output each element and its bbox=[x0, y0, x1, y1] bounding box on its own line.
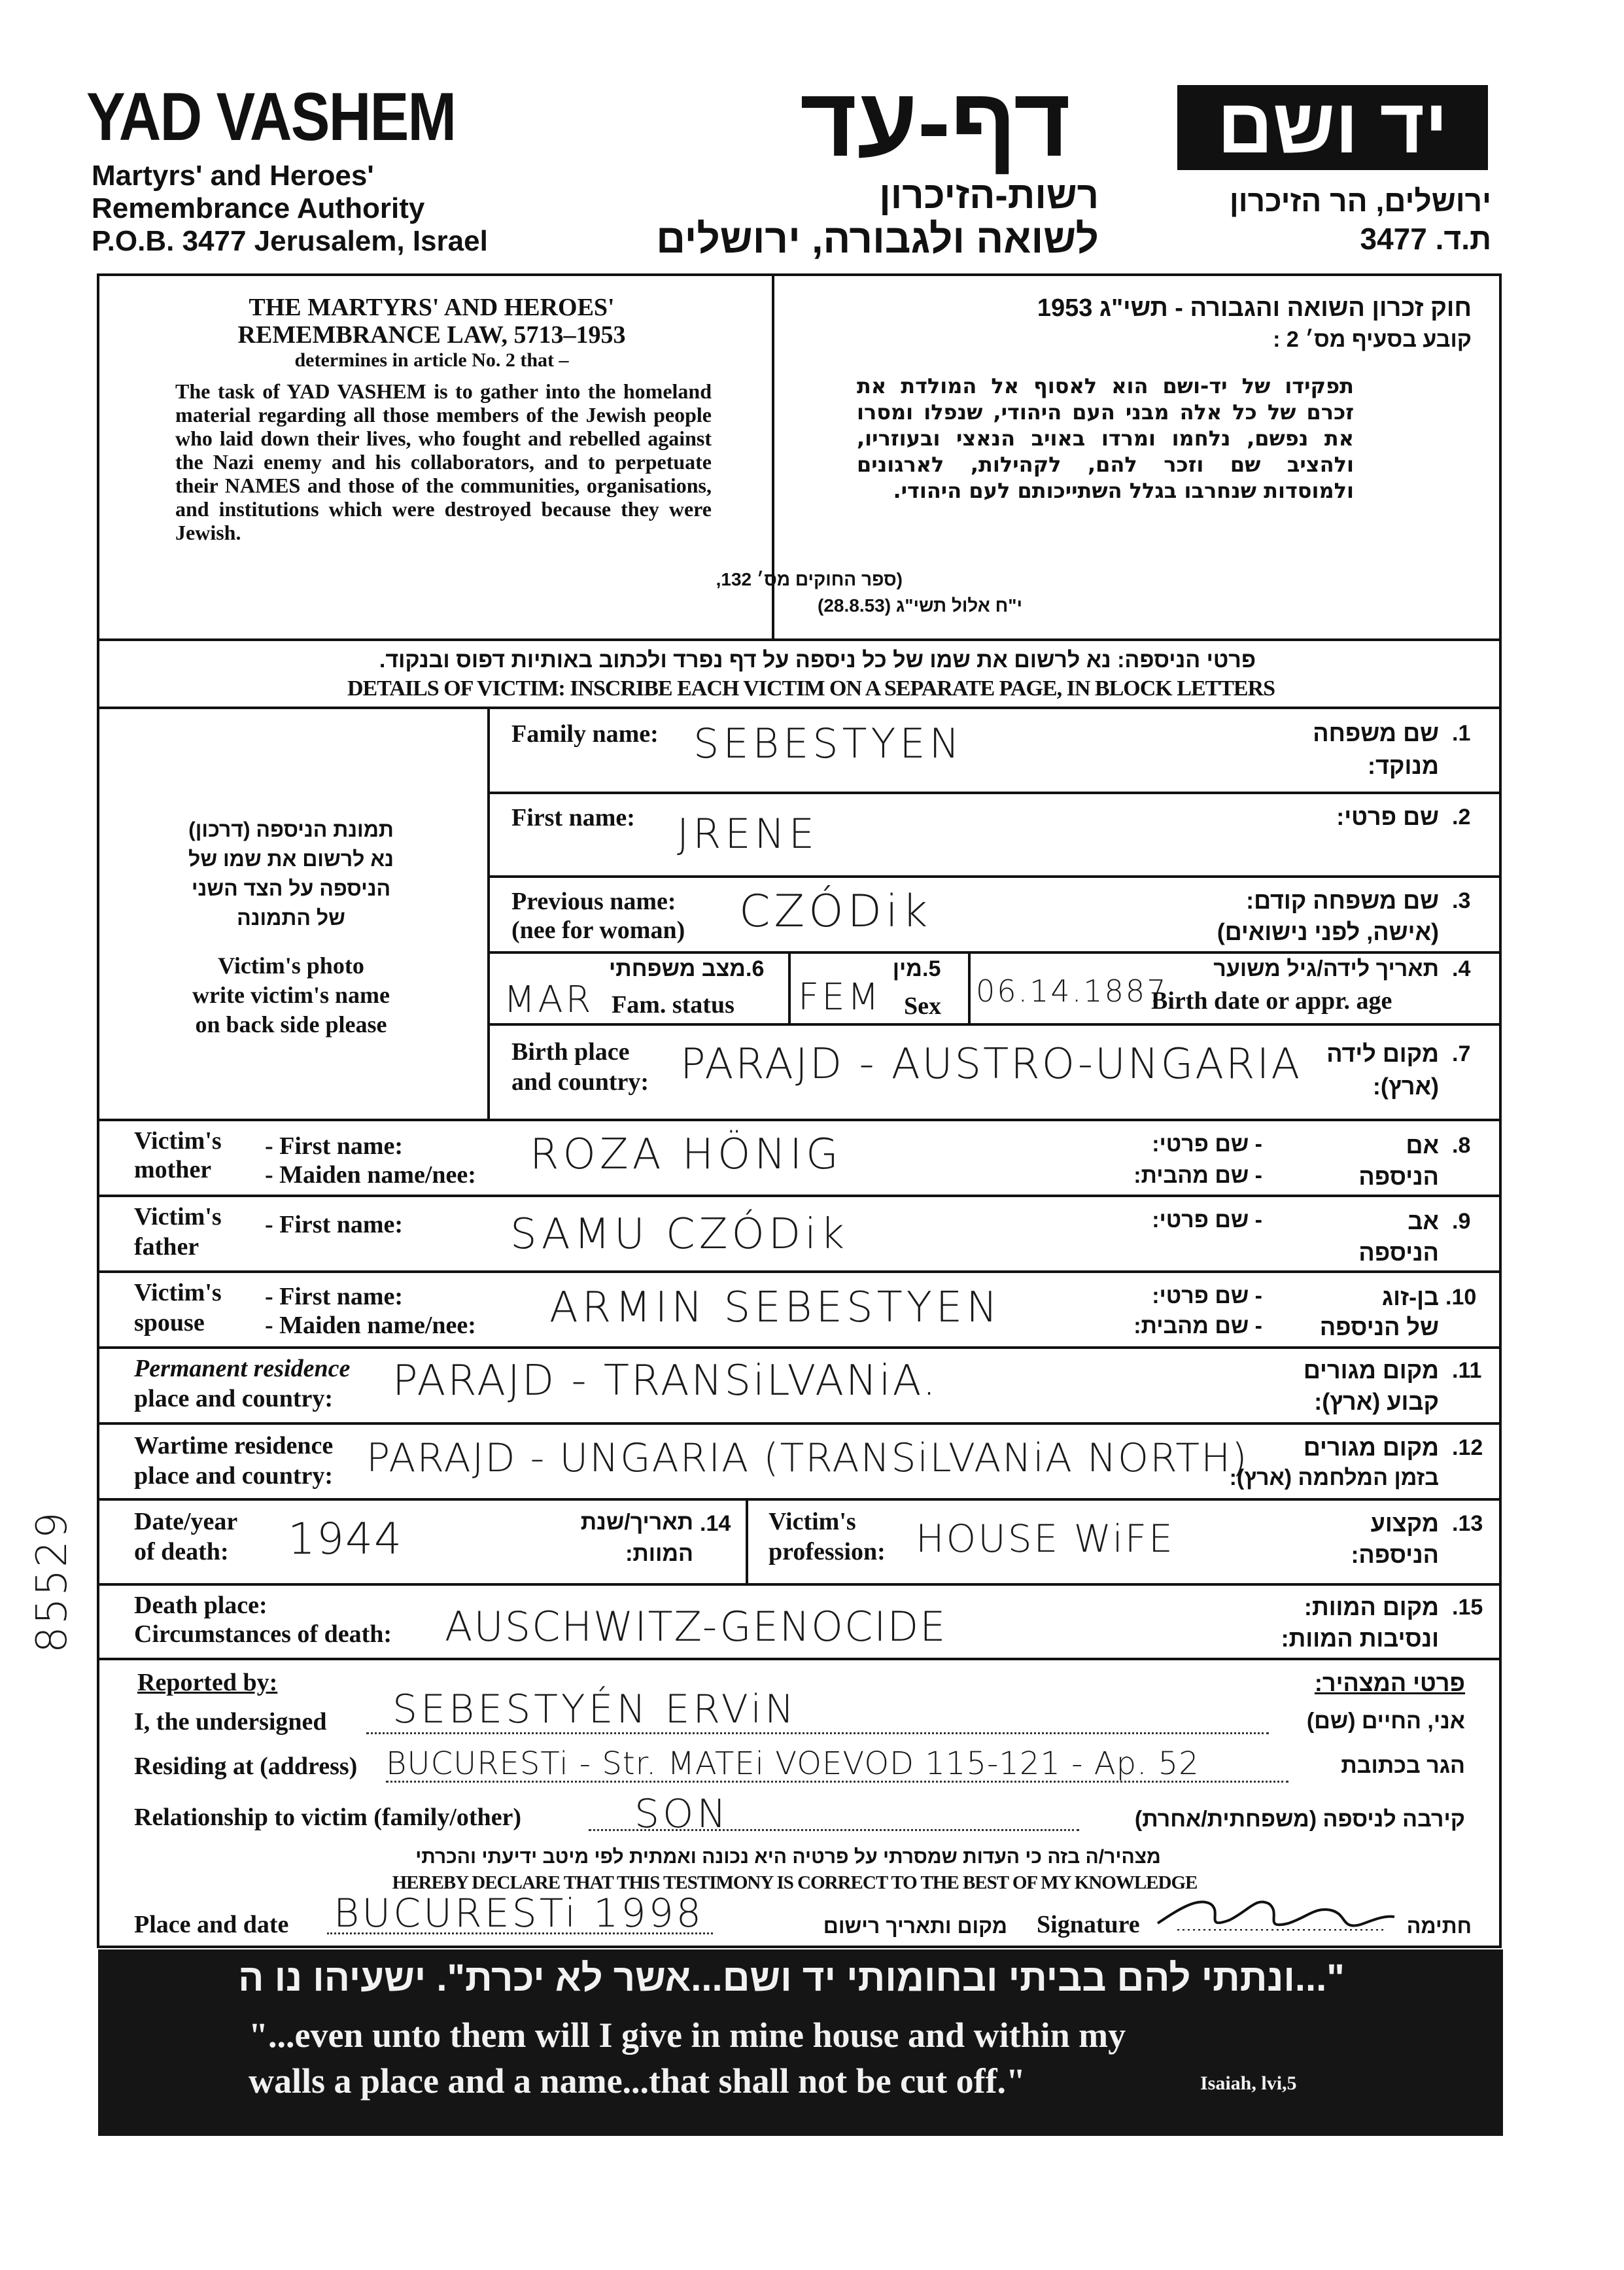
mother-label2: mother bbox=[134, 1156, 212, 1183]
title-he-center: דף-עד bbox=[799, 67, 1071, 177]
permanent-label2: place and country: bbox=[134, 1385, 333, 1412]
spouse-value[interactable]: ARMIN SEBESTYEN bbox=[549, 1283, 1002, 1332]
father-value[interactable]: SAMU CZÓDik bbox=[510, 1210, 849, 1259]
footer-en-2: walls a place and a name...that shall not be cut off." bbox=[249, 2061, 1026, 2101]
place-he: מקום ותאריך רישום bbox=[823, 1914, 1007, 1938]
father-he1: - שם פרטי: bbox=[1152, 1208, 1262, 1232]
birth-place-num: .7 bbox=[1452, 1041, 1471, 1066]
law-ref-he-2: י"ח אלול תשי"ג (28.8.53) bbox=[818, 595, 1022, 616]
row4-line bbox=[487, 1023, 1502, 1026]
mother-value[interactable]: ROZA HÖNIG bbox=[530, 1130, 842, 1179]
row7-line bbox=[97, 1119, 1502, 1121]
spouse-he1: - שם פרטי: bbox=[1152, 1283, 1262, 1308]
mother-sub1: - First name: bbox=[265, 1132, 404, 1160]
mother-heb-b: הניספה bbox=[1358, 1163, 1439, 1190]
row10-line bbox=[97, 1346, 1502, 1349]
relation-value[interactable]: SON bbox=[634, 1791, 730, 1837]
row1-line bbox=[487, 792, 1502, 794]
address-line bbox=[386, 1781, 1288, 1783]
death-place-num: .15 bbox=[1452, 1595, 1483, 1620]
sex-label: Sex bbox=[904, 992, 941, 1020]
death-date-he1: תאריך/שנת bbox=[580, 1510, 693, 1535]
row4-div-2 bbox=[968, 951, 971, 1023]
footer-he: "...ונתתי להם בביתי ובחומותי יד ושם...אשר לא יכרת". ישעיהו נו ה bbox=[238, 1957, 1345, 1999]
permanent-label1: Permanent residence bbox=[134, 1355, 351, 1382]
father-label2: father bbox=[134, 1233, 199, 1261]
profession-num: .13 bbox=[1452, 1511, 1483, 1536]
spouse-label2: spouse bbox=[134, 1309, 205, 1336]
previous-name-label2: (nee for woman) bbox=[511, 917, 685, 944]
family-name-num: .1 bbox=[1452, 721, 1471, 746]
first-name-label: First name: bbox=[511, 804, 635, 831]
mother-he1: - שם פרטי: bbox=[1152, 1132, 1262, 1157]
row13-line bbox=[97, 1583, 1502, 1586]
undersigned-line bbox=[366, 1732, 1269, 1734]
wartime-he2: בזמן המלחמה (ארץ): bbox=[1229, 1465, 1439, 1490]
family-name-he2: מנוקד: bbox=[1367, 752, 1439, 779]
family-name-label: Family name: bbox=[511, 720, 659, 748]
mother-label1: Victim's bbox=[134, 1127, 222, 1155]
fam-status-he: מצב משפחתי bbox=[609, 956, 746, 981]
fam-status-label: Fam. status bbox=[612, 991, 734, 1019]
birth-place-label2: and country: bbox=[511, 1068, 649, 1096]
profession-label1: Victim's bbox=[769, 1508, 856, 1535]
permanent-num: .11 bbox=[1452, 1358, 1482, 1383]
address-en: P.O.B. 3477 Jerusalem, Israel bbox=[92, 225, 488, 257]
signature-label: Signature bbox=[1037, 1911, 1140, 1938]
reporter-title: Reported by: bbox=[137, 1669, 278, 1696]
birth-date-value[interactable]: 06.14.1887 bbox=[976, 973, 1168, 1009]
law-ref-he-1: (ספר החוקים מס׳ 132, bbox=[716, 569, 903, 589]
death-place-value[interactable]: AUSCHWITZ-GENOCIDE bbox=[445, 1603, 947, 1650]
law-body-en: The task of YAD VASHEM is to gather into the homeland material regarding all those members of the Jewish people who laid down their lives, who fought and rebelled against the Nazi enemy and his collaborators, and to perpetuate their NAMES and those of the communities, organisations, and institutions which were destroyed because they were Jewish. bbox=[175, 379, 712, 544]
father-heb-a: אב bbox=[1408, 1208, 1439, 1234]
subtitle-en-2: Remembrance Authority bbox=[92, 192, 425, 224]
law-body-he: תפקידו של יד-ושם הוא לאסוף אל המולדת את זכרם של כל אלה מבני העם היהודי, שנפלו ומסרו את נפשם, נלחמו ומרדו באויב הנאצי ובעוזריו, ולהציב שם וזכר להם, לקהילות, לארגונים ולמוסדות שנחרבו בגלל השתייכותם לעם היהודי. bbox=[857, 374, 1354, 503]
law-bottom-line bbox=[97, 638, 1502, 641]
birth-place-value[interactable]: PARAJD - AUSTRO-UNGARIA bbox=[680, 1040, 1302, 1089]
death-place-he1: מקום המוות: bbox=[1304, 1594, 1439, 1620]
profession-he1: מקצוע bbox=[1370, 1510, 1439, 1537]
subtitle-he-center-2: לשואה ולגבורה, ירושלים bbox=[656, 217, 1099, 262]
undersigned-label: I, the undersigned bbox=[134, 1708, 327, 1736]
death-date-label1: Date/year bbox=[134, 1508, 238, 1535]
signature-he: חתימה bbox=[1406, 1914, 1472, 1938]
row3-line bbox=[487, 951, 1502, 954]
footer-en-1: "...even unto them will I give in mine house and within my bbox=[249, 2016, 1126, 2055]
fam-status-value[interactable]: MAR bbox=[504, 979, 594, 1021]
death-place-label1: Death place: bbox=[134, 1592, 268, 1619]
signature-mark[interactable] bbox=[1151, 1884, 1400, 1943]
wartime-num: .12 bbox=[1452, 1435, 1483, 1460]
spouse-sub1: - First name: bbox=[265, 1283, 404, 1310]
reporter-title-he: פרטי המצהיר: bbox=[1314, 1669, 1465, 1696]
photo-he-2: נא לרשום את שמו של bbox=[188, 847, 394, 871]
relation-he: קירבה לניספה (משפחתית/אחרת) bbox=[1134, 1807, 1465, 1832]
photo-he-1: תמונת הניספה (דרכון) bbox=[188, 818, 394, 841]
birth-place-he: מקום לידה bbox=[1326, 1040, 1439, 1067]
profession-label2: profession: bbox=[769, 1538, 886, 1565]
death-date-num: .14 bbox=[700, 1511, 731, 1536]
row11-line bbox=[97, 1422, 1502, 1425]
mother-he2: - שם מהבית: bbox=[1133, 1163, 1262, 1188]
photo-he-4: של התמונה bbox=[237, 906, 345, 930]
instructions-bottom-line bbox=[97, 707, 1502, 709]
birth-date-label: Birth date or appr. age bbox=[1151, 987, 1392, 1015]
relation-line bbox=[589, 1829, 1079, 1831]
photo-en-3: on back side please bbox=[195, 1011, 387, 1038]
previous-name-label: Previous name: bbox=[511, 888, 676, 915]
declare-en: HEREBY DECLARE THAT THIS TESTIMONY IS CORRECT TO THE BEST OF MY KNOWLEDGE bbox=[392, 1872, 1198, 1893]
title-en: YAD VASHEM bbox=[86, 79, 456, 155]
subtitle-he-center-1: רשות-הזיכרון bbox=[879, 174, 1099, 217]
law-title-he-2: קובע בסעיף מס׳ 2 : bbox=[1273, 327, 1472, 352]
spouse-heb-a: בן-זוג bbox=[1381, 1283, 1439, 1310]
birth-place-label: Birth place bbox=[511, 1038, 630, 1066]
law-title-3: determines in article No. 2 that – bbox=[294, 349, 569, 371]
father-sub1: - First name: bbox=[265, 1211, 404, 1238]
undersigned-he: אני, החיים (שם) bbox=[1306, 1709, 1465, 1734]
law-title-he-1: חוק זכרון השואה והגבורה - תשי"ג 1953 bbox=[1037, 294, 1472, 322]
previous-name-num: .3 bbox=[1452, 888, 1471, 913]
footer-ref: Isaiah, lvi,5 bbox=[1200, 2072, 1297, 2094]
place-line bbox=[327, 1932, 713, 1934]
spouse-sub2: - Maiden name/nee: bbox=[265, 1312, 476, 1339]
row12-line bbox=[97, 1498, 1502, 1501]
photo-he-3: הניספה על הצד השני bbox=[191, 877, 391, 900]
spouse-label1: Victim's bbox=[134, 1279, 222, 1306]
first-name-he: שם פרטי: bbox=[1336, 803, 1439, 830]
photo-en-1: Victim's photo bbox=[218, 952, 364, 979]
photo-divider bbox=[487, 707, 490, 1119]
wartime-he1: מקום מגורים bbox=[1303, 1434, 1439, 1461]
mother-heb-a: אם bbox=[1406, 1132, 1439, 1159]
address-value[interactable]: BUCURESTi - Str. MATEi VOEVOD 115-121 - Ap. 52 bbox=[386, 1745, 1200, 1782]
first-name-value[interactable]: JRENE bbox=[677, 810, 819, 858]
birth-place-he2: (ארץ): bbox=[1372, 1073, 1439, 1100]
death-place-label2: Circumstances of death: bbox=[134, 1620, 392, 1648]
death-date-he2: המוות: bbox=[625, 1541, 693, 1566]
spouse-heb-b: של הניספה bbox=[1319, 1314, 1439, 1340]
instructions-he: פרטי הניספה: נא לרשום את שמו של כל ניספה על דף נפרד ולכתוב באותיות דפוס ובנקוד. bbox=[379, 648, 1256, 672]
death-place-he2: ונסיבות המוות: bbox=[1281, 1625, 1439, 1652]
previous-name-he2: (אישה, לפני נישואים) bbox=[1217, 918, 1439, 945]
spouse-he2: - שם מהבית: bbox=[1133, 1314, 1262, 1338]
permanent-he2: קבוע (ארץ): bbox=[1314, 1388, 1439, 1415]
death-date-label2: of death: bbox=[134, 1538, 229, 1565]
permanent-he1: מקום מגורים bbox=[1303, 1357, 1439, 1384]
place-label: Place and date bbox=[134, 1911, 289, 1938]
photo-en-2: write victim's name bbox=[192, 982, 390, 1008]
fam-status-num: .6 bbox=[746, 956, 765, 981]
family-name-he: שם משפחה bbox=[1313, 720, 1439, 746]
address-label: Residing at (address) bbox=[134, 1753, 358, 1780]
birth-date-num: .4 bbox=[1452, 956, 1471, 981]
permanent-value[interactable]: PARAJD - TRANSiLVANiA. bbox=[392, 1357, 938, 1405]
spouse-num: .10 bbox=[1445, 1285, 1477, 1310]
sex-value[interactable]: FEM bbox=[798, 976, 882, 1019]
birth-date-he: תאריך לידה/גיל משוער bbox=[1213, 956, 1439, 981]
sex-he: מין bbox=[892, 956, 922, 981]
sex-num: .5 bbox=[922, 956, 941, 981]
wartime-label1: Wartime residence bbox=[134, 1432, 334, 1459]
subtitle-en-1: Martyrs' and Heroes' bbox=[92, 160, 374, 192]
row13-divider bbox=[746, 1498, 748, 1583]
relation-label: Relationship to victim (family/other) bbox=[134, 1804, 522, 1831]
wartime-value[interactable]: PARAJD - UNGARIA (TRANSiLVANiA NORTH) bbox=[366, 1435, 1249, 1481]
row15-line bbox=[97, 1658, 1502, 1660]
instructions-en: DETAILS OF VICTIM: INSCRIBE EACH VICTIM ON A SEPARATE PAGE, IN BLOCK LETTERS bbox=[347, 676, 1275, 701]
undersigned-value[interactable]: SEBESTYÉN ERViN bbox=[392, 1686, 798, 1732]
row8-line bbox=[97, 1195, 1502, 1197]
father-label1: Victim's bbox=[134, 1203, 222, 1231]
father-num: .9 bbox=[1452, 1209, 1471, 1234]
logo-he: יד ושם bbox=[1217, 83, 1448, 169]
law-title-1: THE MARTYRS' AND HEROES' bbox=[249, 294, 615, 321]
row9-line bbox=[97, 1270, 1502, 1273]
address-he-1: ירושלים, הר הזיכרון bbox=[1229, 184, 1491, 218]
family-name-value[interactable]: SEBESTYEN bbox=[693, 720, 963, 767]
mother-num: .8 bbox=[1452, 1133, 1471, 1158]
profession-he2: הניספה: bbox=[1351, 1541, 1439, 1568]
profession-value[interactable]: HOUSE WiFE bbox=[916, 1516, 1175, 1561]
place-value[interactable]: BUCURESTi 1998 bbox=[334, 1891, 704, 1936]
address-he: הגר בכתובת bbox=[1341, 1753, 1465, 1778]
address-he-2: ת.ד. 3477 bbox=[1360, 222, 1491, 256]
mother-sub2: - Maiden name/nee: bbox=[265, 1161, 476, 1189]
margin-number: 85529 bbox=[28, 1510, 77, 1653]
previous-name-he: שם משפחה קודם: bbox=[1246, 887, 1439, 914]
law-title-2: REMEMBRANCE LAW, 5713–1953 bbox=[237, 321, 626, 349]
row2-line bbox=[487, 875, 1502, 878]
first-name-num: .2 bbox=[1452, 805, 1471, 829]
row4-div-1 bbox=[788, 951, 791, 1023]
father-heb-b: הניספה bbox=[1358, 1239, 1439, 1266]
declare-he: מצהיר/ה בזה כי העדות שמסרתי על פרטיה היא נכונה ואמתית לפי מיטב ידיעתי והכרתי bbox=[415, 1846, 1161, 1868]
wartime-label2: place and country: bbox=[134, 1462, 333, 1490]
previous-name-value[interactable]: CZÓDik bbox=[739, 886, 932, 937]
death-date-value[interactable]: 1944 bbox=[288, 1514, 403, 1564]
